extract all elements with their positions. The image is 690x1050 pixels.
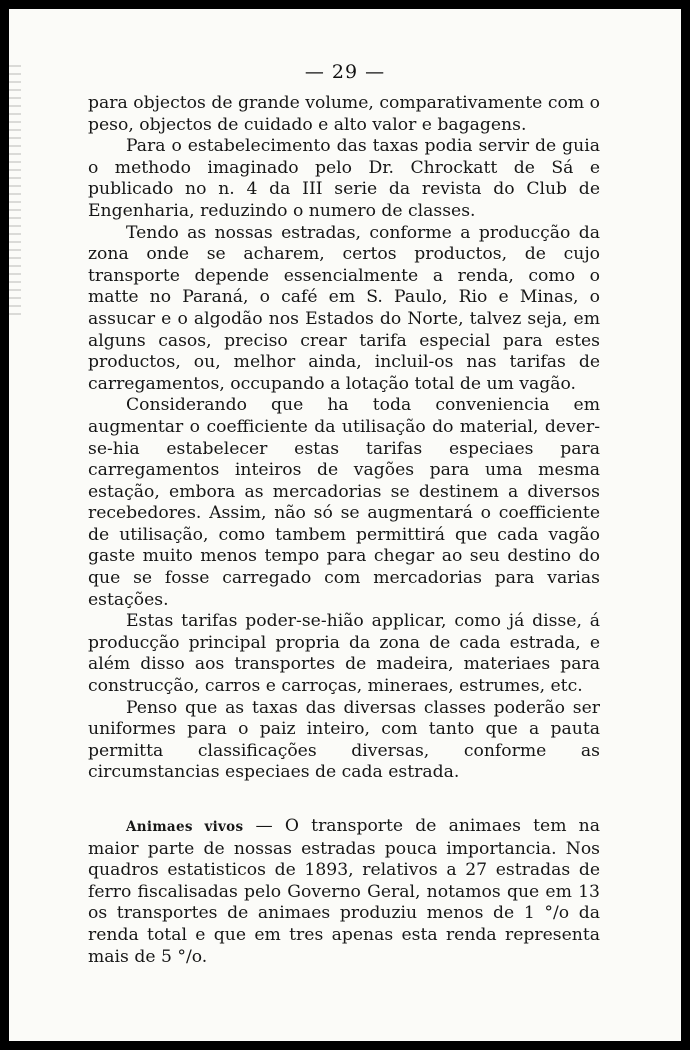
page-number: — 29 — (304, 61, 386, 83)
scan-edge-noise (9, 59, 21, 319)
section-paragraph (88, 816, 600, 968)
body-text (88, 93, 600, 968)
section-body: O transporte de animaes tem na maior parte de nossas estradas pouca importancia. Nos quadros estatisticos de 1893, relativos a 27 estradas de ferro fiscalisadas pelo Governo Geral, notamos que em 13 os transportes de animaes produziu menos de 1 °/o da renda total e que em tres apenas esta renda representa mais de 5 °/o. (88, 816, 600, 967)
section-dash: — (243, 816, 285, 836)
paragraph-continued: para objectos de grande volume, comparativamente com o peso, objectos de cuidado e alto valor e bagagens. (88, 93, 600, 135)
paragraph: Para o estabelecimento das taxas podia servir de guia o methodo imaginado pelo Dr. Chrockatt de Sá e publicado no n. 4 da III serie da revista do Club de Engenharia, reduzindo o numero de classes. (88, 136, 600, 221)
paragraph: Penso que as taxas das diversas classes poderão ser uniformes para o paiz inteiro, com tanto que a pauta permitta classificações diversas, conforme as circumstancias especiaes de cada estrada. (88, 697, 600, 783)
section-heading: Animaes vivos (126, 819, 244, 835)
paragraph: Estas tarifas poder-se-hião applicar, como já disse, á producção principal propria da zona de cada estrada, e além disso aos transportes de madeira, materiaes para construcção, carros e carroças, mineraes, estrumes, etc. (88, 611, 600, 697)
paragraph: Considerando que ha toda conveniencia em augmentar o coefficiente da utilisação do material, dever-se-hia estabelecer estas tarifas especiaes para carregamentos inteiros de vagões para uma mesma estação, embora as mercadorias se destinem a diversos recebedores. Assim, não só se augmentará o coefficiente de utilisação, como tambem permittirá que cada vagão gaste muito menos tempo para chegar ao seu destino do que se fosse carregado com mercadorias para varias estações. (88, 395, 600, 610)
paragraph: Tendo as nossas estradas, conforme a producção da zona onde se acharem, certos productos, de cujo transporte depende essencialmente a renda, como o matte no Paraná, o café em S. Paulo, Rio e Minas, o assucar e o algodão nos Estados do Norte, talvez seja, em alguns casos, preciso crear tarifa especial para estes productos, ou, melhor ainda, incluil-os nas tarifas de carregamentos, occupando a lotação total de um vagão. (88, 222, 600, 394)
book-page (9, 9, 681, 1041)
